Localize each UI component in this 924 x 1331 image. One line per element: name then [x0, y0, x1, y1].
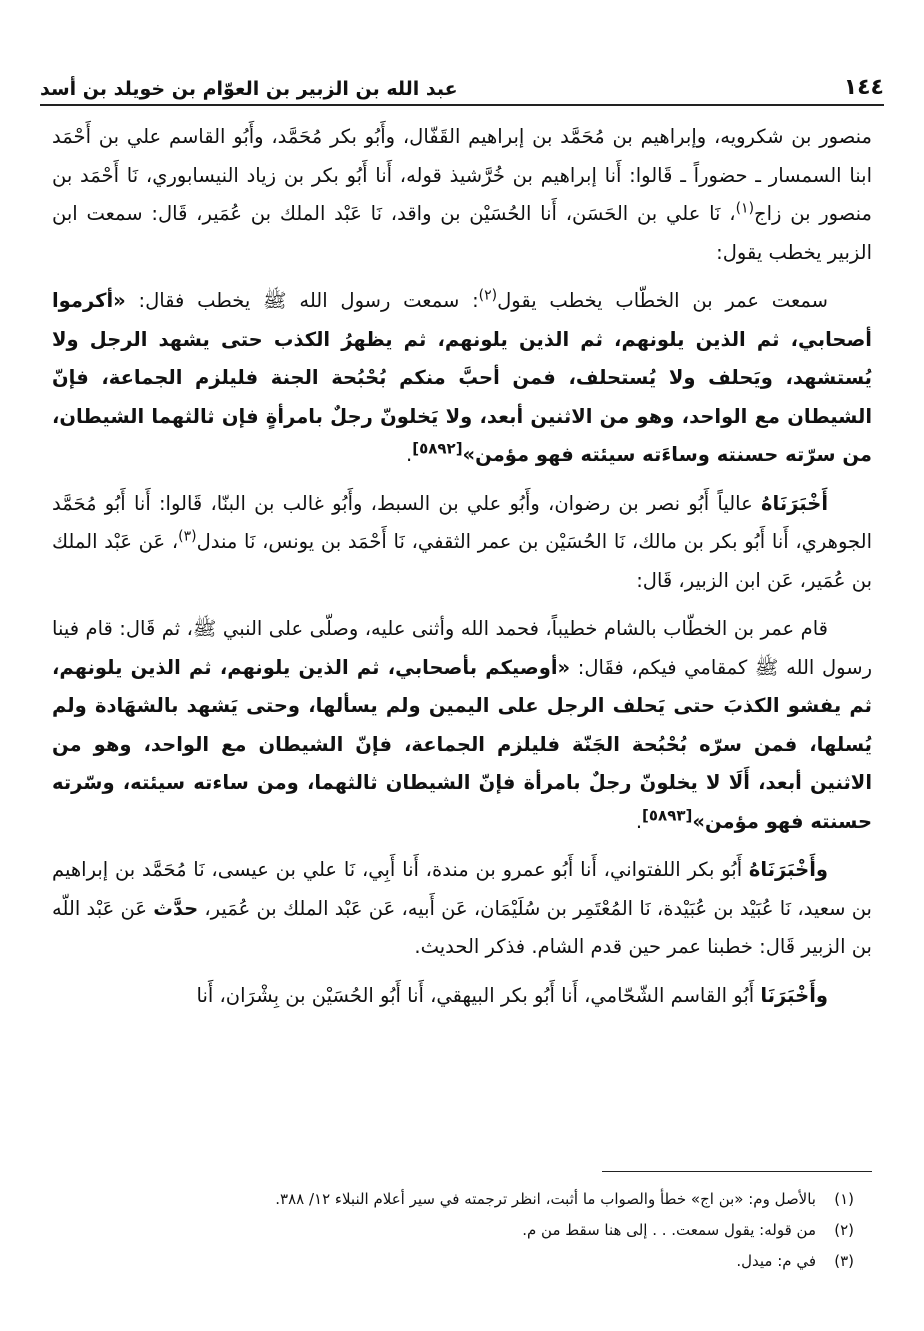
- footnote-2: [52, 1215, 854, 1246]
- paragraph-4: [52, 610, 872, 841]
- paragraph-6-lead: وأَخْبَرَنَا: [760, 983, 828, 1007]
- paragraph-2-text-after: : سمعت رسول الله ﷺ يخطب فقال:: [125, 289, 479, 312]
- paragraph-6-text: أَبُو القاسم الشّحّامي، أَنا أَبُو بكر البيهقي، أَنا أَبُو الحُسَيْن بن بِشْرَان، أَنا: [196, 983, 761, 1007]
- paragraph-1: [52, 118, 872, 272]
- footnote-number: (٣): [834, 1252, 854, 1270]
- footnote-text: في م: ميدل.: [736, 1252, 816, 1270]
- hadith-text-2: «أوصيكم بأصحابي، ثم الذين يلونهم، ثم الذين يلونهم، ثم يفشو الكذبَ حتى يَحلف الرجل على اليمين ولم يسألها، وحتى يَشهد بالشهَادة ولم يُسلها، فمن سرّه بُحْبُحة الجَنّة فليلزم الجماعة، فإنّ الشيطان مع الواحد، وهو من الاثنين أبعد، أَلَا لا يخلونّ رجلٌ بامرأة فإنّ الشيطان ثالثهما، ومن ساءته سيئته، وسّرته حسنته فهو مؤمن»: [52, 655, 872, 833]
- footnote-divider: [602, 1171, 872, 1172]
- hadith-number-2: [٥٨٩٣]: [642, 806, 693, 824]
- paragraph-2-text: سمعت عمر بن الخطّاب يخطب يقول: [497, 289, 828, 312]
- footnote-number: (٢): [834, 1221, 854, 1239]
- footnote-ref-3[interactable]: (٣): [178, 528, 197, 545]
- footnote-ref-2[interactable]: (٢): [478, 287, 498, 304]
- paragraph-4-end: .: [635, 809, 643, 833]
- footnote-text: بالأصل وم: «بن اج» خطأ والصواب ما أثبت، انظر ترجمته في سير أعلام النبلاء ١٢/ ٣٨٨.: [275, 1190, 816, 1208]
- paragraph-5: [52, 851, 872, 967]
- body-text: [52, 118, 872, 1025]
- paragraph-1-text: منصور بن شكرويه، وإبراهيم بن مُحَمَّد بن إبراهيم القَفّال، وأَبُو بكر مُحَمَّد، وأَبُو القاسم علي بن أَحْمَد ابنا السمسار ـ حضوراً ـ قَالوا: أَنا إبراهيم بن خُرَّشيذ قوله، أَنا أَبُو بكر بن زياد النيسابوري، نَا أَحْمَد بن منصور بن زاج: [52, 125, 872, 225]
- footnotes: [52, 1184, 854, 1277]
- paragraph-1-text-after: ، نَا علي بن الحَسَن، أَنا الحُسَيْن بن واقد، نَا عَبْد الملك بن عُمَير، قَال: سمعت ابن الزبير يخطب يقول:: [52, 202, 872, 264]
- paragraph-3: [52, 485, 872, 601]
- hadith-number-1: [٥٨٩٢]: [412, 439, 463, 458]
- paragraph-2-end: .: [406, 443, 413, 466]
- paragraph-5-text: أَبُو بكر اللفتواني، أَنا أَبُو عمرو بن مندة، أَنا أَبِي، نَا علي بن عيسى، نَا مُحَمَّد بن إبراهيم بن سعيد، نَا عُبَيْد بن عُبَيْدة، نَا المُعْتَمِر بن سُلَيْمَان، عَن أَبيه، عَن عَبْد الملك بن عُمَير،: [52, 858, 872, 920]
- footnote-text: من قوله: يقول سمعت. . . إلى هنا سقط من م.: [522, 1221, 816, 1239]
- hadith-text-1: «أكرموا أصحابي، ثم الذين يلونهم، ثم الذين يلونهم، ثم يظهرُ الكذب حتى يشهد الرجل ولا يُستشهد، ويَحلف ولا يُستحلف، فمن أحبَّ منكم بُحْبُحة الجنة فليلزم الجماعة، فإنّ الشيطان مع الواحد، وهو من الاثنين أبعد، ولا يَخلونّ رجلٌ بامرأةٍ فإن ثالثهما الشيطان، من سرّته حسنته وساءَته سيئته فهو مؤمن»: [52, 289, 872, 466]
- footnote-ref-1[interactable]: (١): [735, 200, 755, 217]
- paragraph-4-text: قام عمر بن الخطّاب بالشام خطيباً، فحمد الله وأثنى عليه، وصلّى على النبي ﷺ، ثم قَال: قام فينا رسول الله ﷺ كمقامي فيكم، فقَال:: [52, 617, 872, 679]
- running-title: عبد الله بن الزبير بن العوّام بن خويلد بن أسد: [40, 78, 458, 100]
- page-number: ١٤٤: [843, 75, 884, 100]
- paragraph-6: [52, 977, 872, 1016]
- footnote-number: (١): [834, 1190, 854, 1208]
- paragraph-5-bold-mid: حدَّث: [153, 896, 199, 920]
- footnote-1: [52, 1184, 854, 1215]
- paragraph-5-text-after: عَن عَبْد اللّه بن الزبير قَال: خطبنا عمر حين قدم الشام. فذكر الحديث.: [52, 896, 872, 958]
- paragraph-3-text: عالياً أَبُو نصر بن رضوان، وأَبُو علي بن السبط، وأَبُو غالب بن البنّا، قَالوا: أَنا أَبُو مُحَمَّد الجوهري، أَنا أَبُو بكر بن مالك، نَا الحُسَيْن بن عمر الثقفي، نَا أَحْمَد بن يونس، نَا مندل: [52, 491, 872, 553]
- footnote-3: [52, 1246, 854, 1277]
- paragraph-3-lead: أَخْبَرَنَاهُ: [761, 491, 828, 515]
- paragraph-5-lead: وأَخْبَرَنَاهُ: [748, 858, 828, 881]
- page-header: [40, 62, 884, 106]
- paragraph-3-text-after: ، عَن عَبْد الملك بن عُمَير، عَن ابن الزبير، قَال:: [52, 530, 872, 592]
- paragraph-2: [52, 282, 872, 475]
